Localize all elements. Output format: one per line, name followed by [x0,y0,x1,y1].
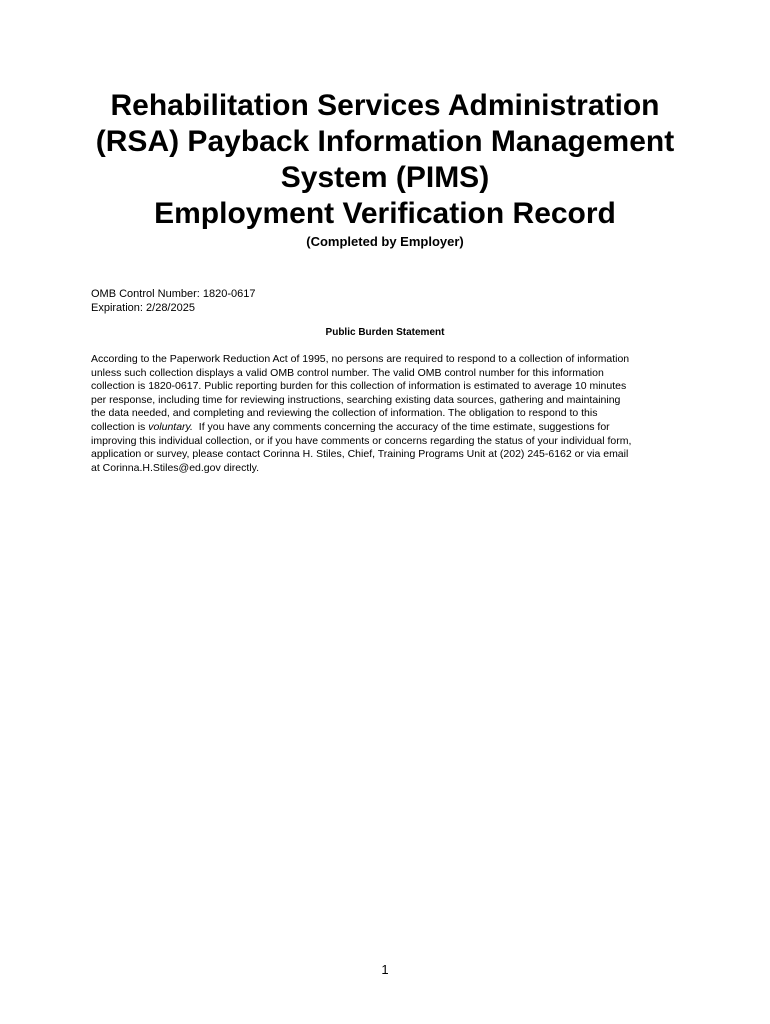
title-line: (RSA) Payback Information Management [95,125,675,158]
document-subtitle: (Completed by Employer) [306,234,464,249]
voluntary-emphasis: voluntary. [148,420,193,433]
burden-line-suffix: If you have any comments concerning the accuracy of the time estimate, suggestions for [192,420,610,433]
burden-line: unless such collection displays a valid OMB control number. The valid OMB control number for this information [91,366,604,379]
burden-statement-heading: Public Burden Statement [325,327,445,338]
burden-line: According to the Paperwork Reduction Act of 1995, no persons are required to respond to a collection of information [91,353,630,365]
burden-line: improving this individual collection, or if you have comments or concerns regarding the status of your individual form, [91,434,632,447]
page-number: 1 [381,962,389,977]
burden-line: at Corinna.H.Stiles@ed.gov directly. [91,461,260,474]
title-line: Rehabilitation Services Administration [110,89,660,122]
burden-line-prefix: collection is [91,420,149,433]
title-line: System (PIMS) [280,161,490,194]
burden-line: per response, including time for reviewing instructions, searching existing data sources, gathering and maintaining [91,393,621,406]
burden-line: application or survey, please contact Corinna H. Stiles, Chief, Training Programs Unit at (202) 245-6162 or via email [91,448,629,461]
burden-statement-body [91,353,691,475]
document-title [60,88,710,232]
title-line: Employment Verification Record [154,197,616,230]
omb-control-number: OMB Control Number: 1820-0617 [91,288,256,300]
omb-expiration: Expiration: 2/28/2025 [91,302,195,314]
burden-line: the data needed, and completing and reviewing the collection of information. The obligation to respond to this [91,407,598,420]
burden-line: collection is 1820-0617. Public reporting burden for this collection of information is estimated to average 10 minutes [91,380,627,393]
burden-line-voluntary [91,421,691,435]
omb-info [91,287,255,315]
